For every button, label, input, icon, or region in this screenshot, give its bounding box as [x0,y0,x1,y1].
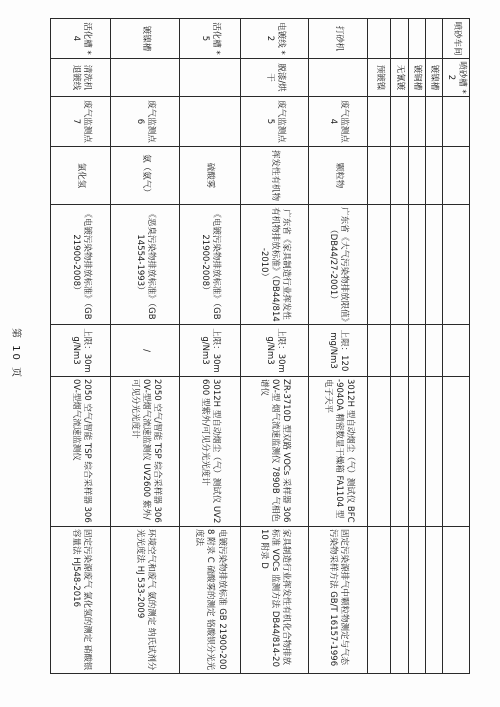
cell-monitoring-point: 废气监测点 4 [309,97,367,147]
cell-instrument [442,377,469,527]
cell-monitoring-point [425,97,442,147]
cell-pollutant: 挥发性有机物 [240,147,309,205]
cell-process [309,59,367,97]
cell-instrument: 3012H 型自动烟尘（气）测试仪 UV2600 型紫外/可见分光光度计 [180,377,240,527]
cell-method [425,527,442,674]
cell-limit [367,325,391,377]
cell-workshop: 活化槽 *5 [180,19,240,59]
cell-process [111,59,180,97]
cell-instrument: 3012H 型自动烟尘（气）测试仪 BFC-904OA 精密数显干燥箱 FA1104 型 电子天平 [309,377,367,527]
cell-monitoring-point [367,97,391,147]
cell-standard: 广东省《家具制造行业挥发性有机物排放标准》（DB44/814-2010） [240,205,309,325]
cell-process: 预镀镍 [367,59,391,97]
cell-workshop [367,19,391,59]
cell-limit [408,325,425,377]
cell-method [408,527,425,674]
cell-pollutant [391,147,408,205]
cell-workshop [408,19,425,59]
page-number: 第 10 页 [10,327,21,380]
cell-pollutant [408,147,425,205]
cell-monitoring-point [180,97,240,147]
cell-workshop: 活化槽 *4 [51,19,111,59]
cell-monitoring-point [408,97,425,147]
table-row [367,19,391,674]
cell-process: 清洗机 退镀线 [51,59,111,97]
cell-limit: 上限：30mg/Nm3 [180,325,240,377]
cell-method: 家具制造行业挥发性有机化合物排放标准 VOCs 监测方法 DB44/814-2010 附录 D [240,527,309,674]
cell-method: 环境空气和废气 氨的测定 纳氏试剂分光光度法 HJ 533-2009 [111,527,180,674]
cell-workshop: 打砂机 [309,19,367,59]
cell-standard [367,205,391,325]
cell-limit [425,325,442,377]
cell-standard [442,205,469,325]
table-row [240,19,309,674]
cell-monitoring-point: 废气监测点 5 [240,97,309,147]
cell-pollutant [442,147,469,205]
cell-limit: 上限：30mg/Nm3 [240,325,309,377]
cell-standard: 《电镀污染物排放标准》（GB 21900-2008） [180,205,240,325]
cell-method [391,527,408,674]
cell-instrument [408,377,425,527]
cell-process: 喷砂槽 *2 [442,59,469,97]
cell-pollutant: 氨（氨气） [111,147,180,205]
table-row [391,19,408,674]
table-row [51,19,111,674]
cell-pollutant [425,147,442,205]
cell-workshop: 喷砂车间 [442,19,469,59]
table-row [442,19,469,674]
monitoring-table [50,18,470,674]
cell-limit [391,325,408,377]
table-row [425,19,442,674]
cell-standard: 《电镀污染物排放标准》（GB 21900-2008） [51,205,111,325]
cell-standard [425,205,442,325]
cell-method [367,527,391,674]
cell-workshop: 镀镍槽 [111,19,180,59]
cell-monitoring-point [442,97,469,147]
cell-pollutant: 氯化氢 [51,147,111,205]
cell-instrument [367,377,391,527]
cell-instrument: 2050 空气/智能 TSP 综合采样器 3060V-型烟气流速监测仪 UV2600 紫外/可见分光光度计 [111,377,180,527]
cell-process: 镀镍槽 [425,59,442,97]
cell-instrument [391,377,408,527]
cell-instrument: 2050 空气/智能 TSP 综合采样器 3060V-型烟气流速监测仪 [51,377,111,527]
cell-process: 镀铜槽 [408,59,425,97]
cell-workshop [425,19,442,59]
cell-standard [391,205,408,325]
cell-monitoring-point: 废气监测点 6 [111,97,180,147]
cell-method [442,527,469,674]
cell-limit [442,325,469,377]
cell-standard: 广东省《大气污染物排放限值》（DB44/27-2001） [309,205,367,325]
cell-method: 电镀污染物排放标准 GB 21900-2008 附录 C 硫酸雾的测定 铬酸钡分光光度法 [180,527,240,674]
cell-method: 固定污染源废气 氯化氢的测定 硝酸银容量法 HJ548-2016 [51,527,111,674]
cell-method: 固定污染源排气中颗粒物测定与气态污染物采样方法 GB/T 16157-1996 [309,527,367,674]
cell-pollutant: 硫酸雾 [180,147,240,205]
cell-limit: 上限：120mg/Nm3 [309,325,367,377]
cell-workshop [391,19,408,59]
cell-instrument [425,377,442,527]
cell-process: 脱漆/烘干 [240,59,309,97]
cell-instrument: ZR-3710D 型双路 VOCs 采样器 3060V-型 烟气流速监测仪 7890B 气相色谱仪 [240,377,309,527]
cell-standard: 《恶臭污染物排放标准》（GB14554-1993） [111,205,180,325]
cell-limit: / [111,325,180,377]
cell-pollutant: 颗粒物 [309,147,367,205]
table-row [180,19,240,674]
cell-process: 无氰镀 [391,59,408,97]
cell-pollutant [367,147,391,205]
cell-workshop: 电镀线 *2 [240,19,309,59]
table-row [309,19,367,674]
cell-process [180,59,240,97]
table-row [111,19,180,674]
cell-limit: 上限：30mg/Nm3 [51,325,111,377]
cell-monitoring-point: 废气监测点 7 [51,97,111,147]
cell-standard [408,205,425,325]
cell-monitoring-point [391,97,408,147]
table-row [408,19,425,674]
